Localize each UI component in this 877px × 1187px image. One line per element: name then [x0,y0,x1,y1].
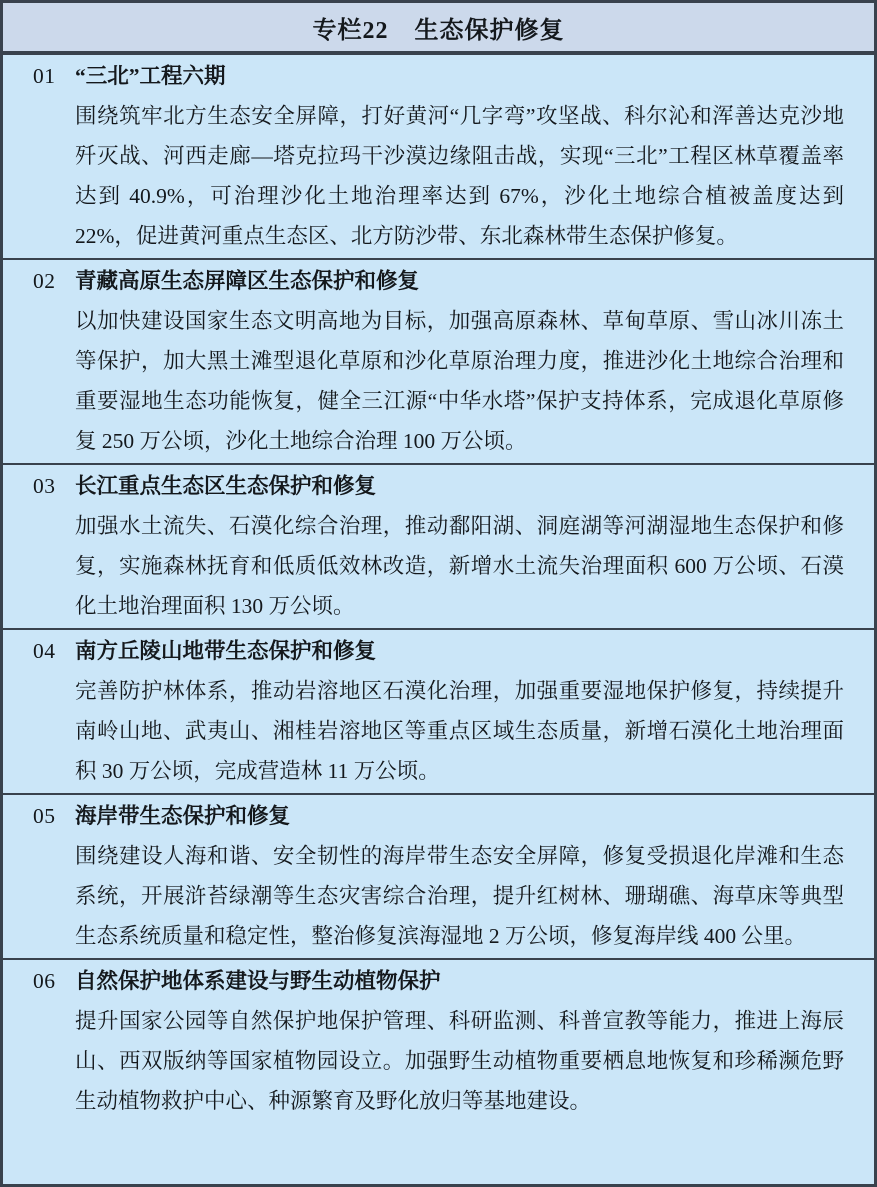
section-title: 长江重点生态区生态保护和修复 [75,474,377,498]
section-row [3,958,874,1123]
section-title-row [33,261,844,301]
section-row [3,258,874,463]
section-title-row [33,796,844,836]
section-body: 提升国家公园等自然保护地保护管理、科研监测、科普宣教等能力，推进上海辰山、西双版纳等国家植物园设立。加强野生动植物重要栖息地恢复和珍稀濒危野生动植物救护中心、种源繁育及野化放归等基地建设。 [75,1009,844,1113]
section-title: 海岸带生态保护和修复 [75,804,291,828]
section-title: “三北”工程六期 [75,64,226,88]
section-number: 02 [33,269,56,293]
section-title-row [33,961,844,1001]
box-header-label: 专栏22 [312,17,389,44]
section-body: 加强水土流失、石漠化综合治理，推动鄱阳湖、洞庭湖等河湖湿地生态保护和修复，实施森林抚育和低质低效林改造，新增水土流失治理面积 600 万公顷、石漠化土地治理面积 130 万公顷。 [75,514,844,618]
section-row [3,793,874,958]
section-body: 完善防护林体系，推动岩溶地区石漠化治理，加强重要湿地保护修复，持续提升南岭山地、武夷山、湘桂岩溶地区等重点区域生态质量，新增石漠化土地治理面积 30 万公顷，完成营造林 11 万公顷。 [75,679,844,783]
section-number: 05 [33,804,56,828]
section-body: 围绕筑牢北方生态安全屏障，打好黄河“几字弯”攻坚战、科尔沁和浑善达克沙地歼灭战、河西走廊—塔克拉玛干沙漠边缘阻击战，实现“三北”工程区林草覆盖率达到 40.9%，可治理沙化土地治理率达到 67%，沙化土地综合植被盖度达到 22%，促进黄河重点生态区、北方防沙带、东北森林带生态保护修复。 [75,104,844,248]
section-body: 围绕建设人海和谐、安全韧性的海岸带生态安全屏障，修复受损退化岸滩和生态系统，开展浒苔绿潮等生态灾害综合治理，提升红树林、珊瑚礁、海草床等典型生态系统质量和稳定性，整治修复滨海湿地 2 万公顷，修复海岸线 400 公里。 [75,844,844,948]
section-number: 01 [33,64,56,88]
section-body: 以加快建设国家生态文明高地为目标，加强高原森林、草甸草原、雪山冰川冻土等保护，加大黑土滩型退化草原和沙化草原治理力度，推进沙化土地综合治理和重要湿地生态功能恢复，健全三江源“中华水塔”保护支持体系，完成退化草原修复 250 万公顷，沙化土地综合治理 100 万公顷。 [75,309,844,453]
box-header [3,3,874,53]
section-title: 南方丘陵山地带生态保护和修复 [75,639,377,663]
section-row [3,53,874,258]
section-title-row [33,631,844,671]
section-number: 03 [33,474,56,498]
section-title: 青藏高原生态屏障区生态保护和修复 [75,269,420,293]
box-header-title: 生态保护修复 [414,17,565,44]
section-title-row [33,466,844,506]
section-title: 自然保护地体系建设与野生动植物保护 [75,969,441,993]
section-title-row [33,56,844,96]
section-row [3,463,874,628]
section-number: 06 [33,969,56,993]
section-number: 04 [33,639,56,663]
section-row [3,628,874,793]
